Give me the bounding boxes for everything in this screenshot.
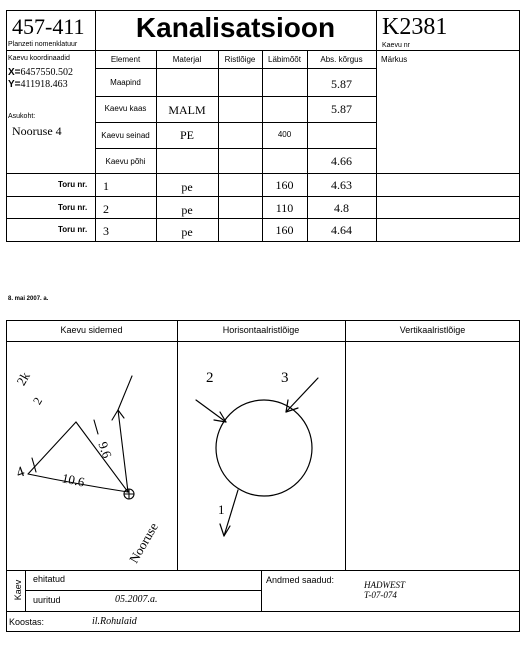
row-element: Kaevu seinad	[101, 131, 150, 140]
surveyed-value: 05.2007.a.	[115, 594, 158, 605]
pipe-diameter: 110	[275, 201, 294, 215]
well-id-label: Kaevu nr	[382, 42, 411, 49]
sketch-distance-9-6: 9.6	[95, 439, 116, 461]
pipe-material: pe	[181, 225, 193, 239]
date-note: 8. mai 2007. a.	[8, 296, 49, 302]
source-line-2: T-07-074	[364, 590, 397, 600]
pipe-height: 4.63	[331, 178, 352, 192]
nomenclature-value: 457-411	[12, 14, 85, 39]
row-height: 4.66	[331, 154, 352, 168]
pipe-number: 2	[103, 202, 109, 216]
pipe-height: 4.64	[331, 223, 352, 237]
sketch-distance-10-6: 10.6	[60, 470, 87, 490]
x-value: 6457550.502	[20, 67, 74, 78]
pipe-diameter: 160	[275, 223, 294, 237]
x-coordinate	[8, 67, 73, 78]
header-remarks: Märkus	[381, 55, 408, 64]
pipe-number: 3	[103, 224, 109, 238]
pipe-number: 1	[103, 179, 109, 193]
row-diameter: 400	[277, 130, 292, 139]
header-cross-section: Ristlõige	[224, 55, 256, 64]
pipe-diameter: 160	[275, 178, 294, 192]
pipe-arrow-1	[224, 490, 238, 536]
section-title-horizontal: Horisontaalristlõige	[222, 325, 300, 335]
sketch-label-4: 4	[14, 463, 27, 482]
header-diameter: Läbimõõt	[268, 55, 301, 64]
sketch-label-2: 2	[29, 394, 46, 407]
well-circle	[216, 400, 312, 496]
y-label: Y=	[8, 79, 21, 90]
well-links-sketch	[6, 342, 177, 570]
row-height: 5.87	[331, 77, 352, 91]
pipe-arrow-2	[196, 400, 226, 422]
side-label-kaev: Kaev	[13, 579, 23, 601]
address-label: Asukoht:	[8, 113, 36, 120]
address-value: Nooruse 4	[12, 124, 62, 138]
header-element: Element	[110, 55, 141, 64]
row-element: Maapind	[110, 78, 141, 87]
sketch-street-label: Nooruse	[125, 519, 161, 566]
sketch-line-left	[28, 422, 76, 474]
page-title: Kanalisatsioon	[135, 12, 336, 43]
section-title-links: Kaevu sidemed	[60, 325, 123, 335]
well-id: K2381	[382, 14, 448, 40]
header-material: Materjal	[172, 55, 202, 64]
header-abs-height: Abs. kõrgus	[320, 55, 363, 64]
sketch-tick-2	[94, 420, 98, 434]
sketch-tick-1	[32, 458, 36, 472]
pipe-label-1: 1	[218, 502, 225, 517]
horizontal-section-sketch	[178, 342, 345, 570]
sketch-line-up	[118, 376, 132, 492]
row-element: Kaevu põhi	[105, 157, 146, 166]
nomenclature-label: Planzeti nomenklatuur	[8, 41, 78, 48]
pipe-label: Toru nr.	[58, 180, 88, 189]
row-height: 5.87	[331, 102, 352, 116]
pipe-label: Toru nr.	[58, 203, 88, 212]
section-title-vertical: Vertikaalristlõige	[399, 325, 466, 335]
surveyed-label: uuritud	[33, 595, 61, 605]
compiled-label: Koostas:	[9, 617, 45, 627]
pipe-height: 4.8	[334, 201, 349, 215]
x-label: X=	[8, 67, 21, 78]
y-coordinate	[8, 79, 68, 90]
row-material: MALM	[168, 103, 206, 117]
pipe-arrow-3	[286, 378, 318, 412]
source-line-1: HADWEST	[364, 580, 405, 590]
built-label: ehitatud	[33, 574, 66, 584]
pipe-label: Toru nr.	[58, 225, 88, 234]
compiled-value: il.Rohulaid	[92, 616, 137, 627]
row-element: Kaevu kaas	[104, 104, 147, 113]
coord-label: Kaevu koordinaadid	[8, 55, 70, 62]
pipe-material: pe	[181, 180, 193, 194]
pipe-material: pe	[181, 203, 193, 217]
pipe-label-2: 2	[206, 370, 214, 386]
sketch-label-2k: 2k	[13, 369, 33, 388]
source-label: Andmed saadud:	[266, 575, 335, 585]
pipe-label-3: 3	[281, 370, 289, 386]
row-material: PE	[179, 128, 194, 142]
y-value: 411918.463	[20, 79, 68, 90]
